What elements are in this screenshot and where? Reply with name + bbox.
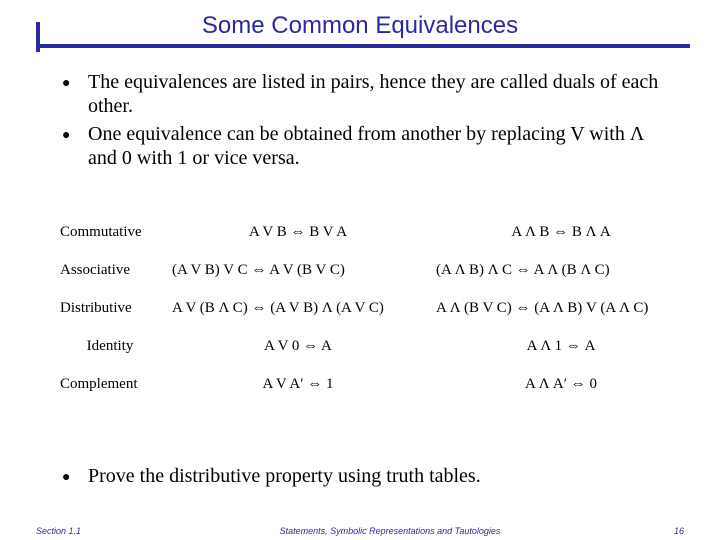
footer-page-number: 16 bbox=[673, 526, 684, 536]
bullet-dot-icon: ● bbox=[62, 470, 71, 485]
equivalence-name: Identity bbox=[86, 337, 134, 354]
table-row bbox=[54, 213, 692, 251]
footer-center: Statements, Symbolic Representations and Tautologies bbox=[279, 526, 501, 536]
bullet-text-3: Prove the distributive property using truth tables. bbox=[88, 465, 481, 487]
slide-title: Some Common Equivalences bbox=[201, 12, 519, 39]
table-row bbox=[54, 327, 692, 365]
equivalence-left: A V A′ ⇔ 1 bbox=[262, 375, 334, 392]
table-row bbox=[54, 251, 692, 289]
equivalence-right: A Λ B ⇔ B Λ A bbox=[511, 223, 611, 240]
equivalence-right: (A Λ B) Λ C ⇔ A Λ (B Λ C) bbox=[436, 261, 610, 278]
bullet-dot-icon: ● bbox=[62, 128, 71, 143]
bullet-dot-icon: ● bbox=[62, 76, 71, 91]
table-row bbox=[54, 289, 692, 327]
equivalence-name: Associative bbox=[60, 261, 130, 278]
equivalence-left: A V B ⇔ B V A bbox=[248, 223, 348, 240]
equivalence-name: Complement bbox=[60, 375, 138, 392]
equivalence-right: A Λ 1 ⇔ A bbox=[526, 337, 596, 354]
equivalence-right: A Λ A′ ⇔ 0 bbox=[524, 375, 598, 392]
equivalence-left: A V 0 ⇔ A bbox=[264, 337, 332, 354]
equivalence-name: Distributive bbox=[60, 299, 132, 316]
bullet-text-1: The equivalences are listed in pairs, hence they are called duals of each other. bbox=[88, 71, 659, 117]
equivalence-left: A V (B Λ C) ⇔ (A V B) Λ (A V C) bbox=[172, 299, 384, 316]
footer-section: Section 1.1 bbox=[36, 526, 82, 536]
bullet-text-2: One equivalence can be obtained from another by replacing V with Λ and 0 with 1 or vice versa. bbox=[88, 123, 644, 169]
table-row bbox=[54, 365, 692, 403]
title-underline bbox=[36, 44, 690, 48]
equivalence-left: (A V B) V C ⇔ A V (B V C) bbox=[172, 261, 345, 278]
equivalence-name: Commutative bbox=[60, 223, 142, 240]
equivalence-table bbox=[54, 213, 692, 403]
equivalence-right: A Λ (B V C) ⇔ (A Λ B) V (A Λ C) bbox=[436, 299, 649, 316]
